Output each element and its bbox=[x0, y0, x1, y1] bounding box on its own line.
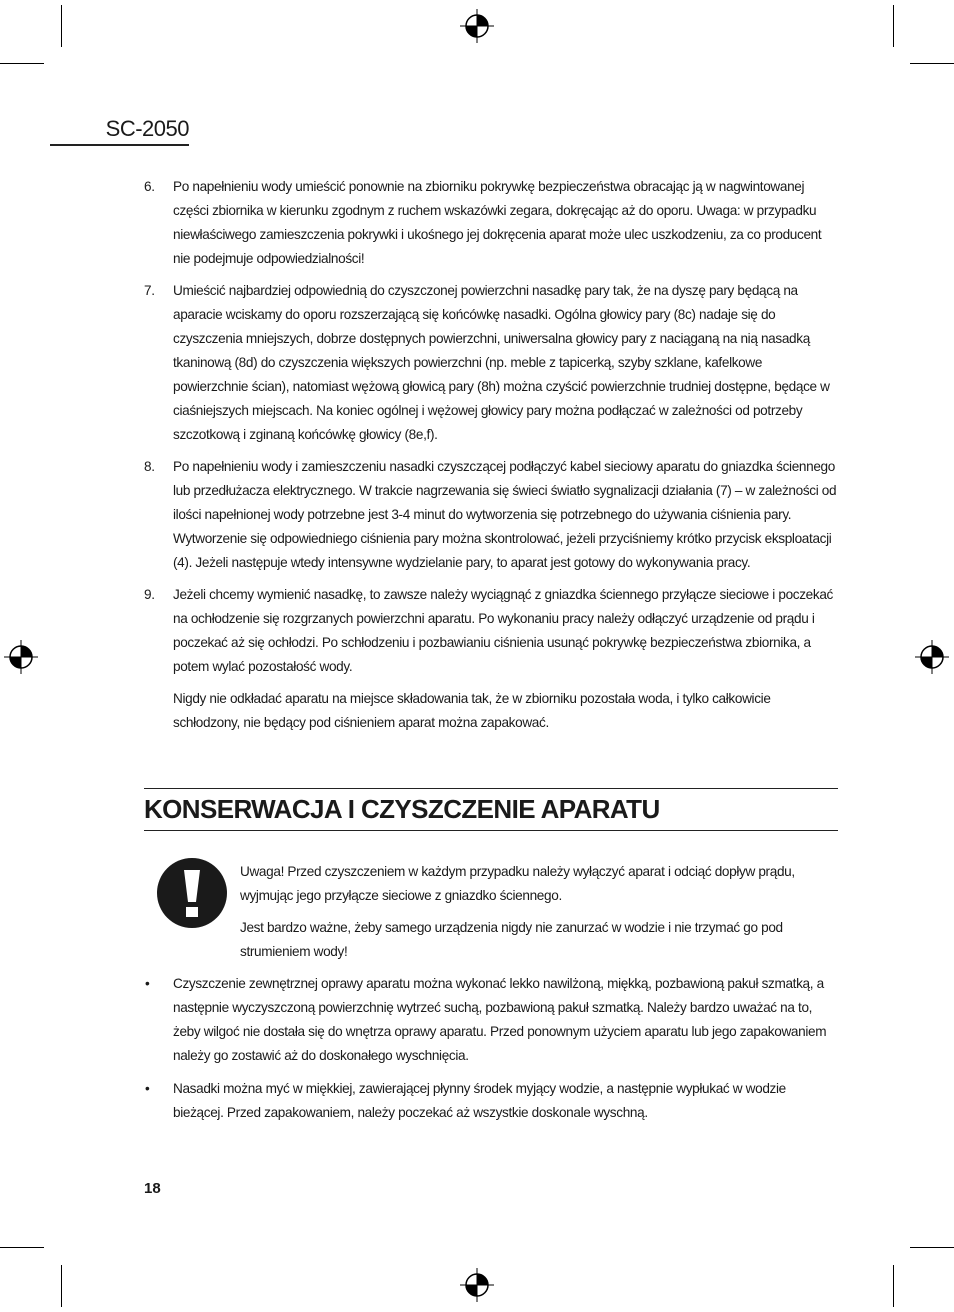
crop-mark bbox=[893, 5, 894, 47]
step-text: Jeżeli chcemy wymienić nasadkę, to zawsze należy wyciągnąć z gniazdka ściennego przyłącze sieciowe i poczekać na ochłodzenie się rozgrzanych powierzchni aparatu. Po wykonaniu pracy należy odłączyć urządzenie od prądu i poczekać aż się ochłodzi. Po schłodzeniu i pozbawianiu ciśnienia usunąć pokrywkę bezpieczeństwa zbiornika, a potem wylać pozostałość wody. bbox=[173, 587, 833, 674]
crop-mark bbox=[0, 63, 44, 64]
instruction-steps bbox=[144, 175, 839, 743]
step-item bbox=[144, 279, 839, 447]
step-number: 8. bbox=[144, 459, 155, 474]
warning-paragraph: Jest bardzo ważne, żeby samego urządzenia nigdy nie zanurzać w wodzie i nie trzymać go pod strumieniem wody! bbox=[240, 920, 783, 959]
section-title: KONSERWACJA I CZYSZCZENIE APARATU bbox=[144, 794, 660, 824]
bullet-text: Czyszczenie zewnętrznej oprawy aparatu można wykonać lekko nawilżoną, miękką, pozbawioną pakuł szmatką, a następnie wyczyszczoną powierzchnię wytrzeć suchą, pozbawioną pakuł szmatką. Należy bardzo uważać na to, żeby wilgoć nie dostała się do wnętrza oprawy aparatu. Przed ponownym użyciem aparatu lub jego zapakowaniem należy go zostawić aż do doskonałego wyschnięcia. bbox=[173, 976, 827, 1063]
model-header: SC-2050 bbox=[50, 116, 189, 146]
step-item bbox=[144, 455, 839, 575]
crop-mark bbox=[910, 1247, 954, 1248]
crop-mark bbox=[893, 1265, 894, 1307]
crop-mark bbox=[61, 1265, 62, 1307]
registration-mark-icon bbox=[4, 640, 38, 674]
step-item bbox=[144, 175, 839, 271]
warning-paragraph: Uwaga! Przed czyszczeniem w każdym przypadku należy wyłączyć aparat i odciąć dopływ prądu, wyjmując jego przyłącze sieciowe z gniazdko ściennego. bbox=[240, 864, 795, 903]
list-item bbox=[144, 972, 839, 1068]
list-item bbox=[144, 1077, 839, 1125]
step-item bbox=[144, 583, 839, 735]
step-text: Umieścić najbardziej odpowiednią do czyszczonej powierzchni nasadkę pary tak, że na dyszę pary będącą na aparacie wciskamy do oporu rozszerzającą się końcówkę nasadki. Ogólna głowicy pary (8c) nadaje się do czyszczenia mniejszych, dobrze dostępnych powierzchni, uniwersalna głowicy pary z naciąganą na nią nasadką tkaninową (8d) do czyszczenia większych powierzchni (np. meble z tapicerką, szyby szklane, kafelkowe powierzchnie ścian), natomiast wężową głowicą pary (8h) można czyścić powierzchnie trudniej dostępne, będące w ciaśniejszych miejscach. Na koniec ogólnej i wężowej głowicy pary można podłączać w zależności od potrzeby szczotkową i zginaną końcówkę głowicy (8e,f). bbox=[173, 283, 830, 442]
bullet-icon: • bbox=[145, 976, 150, 991]
crop-mark bbox=[910, 63, 954, 64]
step-number: 9. bbox=[144, 587, 155, 602]
exclamation-icon bbox=[156, 857, 228, 929]
step-note: Nigdy nie odkładać aparatu na miejsce składowania tak, że w zbiorniku pozostała woda, i tylko całkowicie schłodzony, nie będący pod ciśnieniem aparat można zapakować. bbox=[173, 691, 771, 730]
registration-mark-icon bbox=[915, 640, 949, 674]
crop-mark bbox=[61, 5, 62, 47]
warning-text bbox=[240, 860, 838, 964]
section-heading bbox=[144, 788, 838, 831]
bullet-icon: • bbox=[145, 1081, 150, 1096]
registration-mark-icon bbox=[460, 1268, 494, 1302]
cleaning-bullets bbox=[144, 972, 839, 1134]
bullet-text: Nasadki można myć w miękkiej, zawierającej płynny środek myjący wodzie, a następnie wypłukać w wodzie bieżącej. Przed zapakowaniem, należy poczekać aż wszystkie doskonale wyschną. bbox=[173, 1081, 786, 1120]
step-number: 7. bbox=[144, 283, 155, 298]
step-number: 6. bbox=[144, 179, 155, 194]
crop-mark bbox=[0, 1247, 44, 1248]
page-number: 18 bbox=[144, 1180, 161, 1197]
step-text: Po napełnieniu wody i zamieszczeniu nasadki czyszczącej podłączyć kabel sieciowy aparatu do gniazdka ściennego lub przedłużacza elektrycznego. W trakcie nagrzewania się świeci światło sygnalizacji działania (7) – w zależności od ilości napełnionej wody potrzebne jest 3-4 minut do wytworzenia się potrzebnego do używania ciśnienia pary. Wytworzenie się odpowiedniego ciśnienia pary można skontrolować, jeżeli przyciśniemy krótko przycisk eksploatacji (4). Jeżeli następuje wtedy intensywne wydzielanie pary, to aparat jest gotowy do wykonywania pracy. bbox=[173, 459, 837, 570]
registration-mark-icon bbox=[460, 9, 494, 43]
step-text: Po napełnieniu wody umieścić ponownie na zbiorniku pokrywkę bezpieczeństwa obracając ją w nagwintowanej części zbiornika w kierunku zgodnym z ruchem wskazówki zegara, dokręcając aż do oporu. Uwaga: w przypadku niewłaściwego zamieszczenia pokrywki i ukośnego jej dokręcenia aparat może ulec uszkodzeniu, za co producent nie podejmuje odpowiedzialności! bbox=[173, 179, 822, 266]
